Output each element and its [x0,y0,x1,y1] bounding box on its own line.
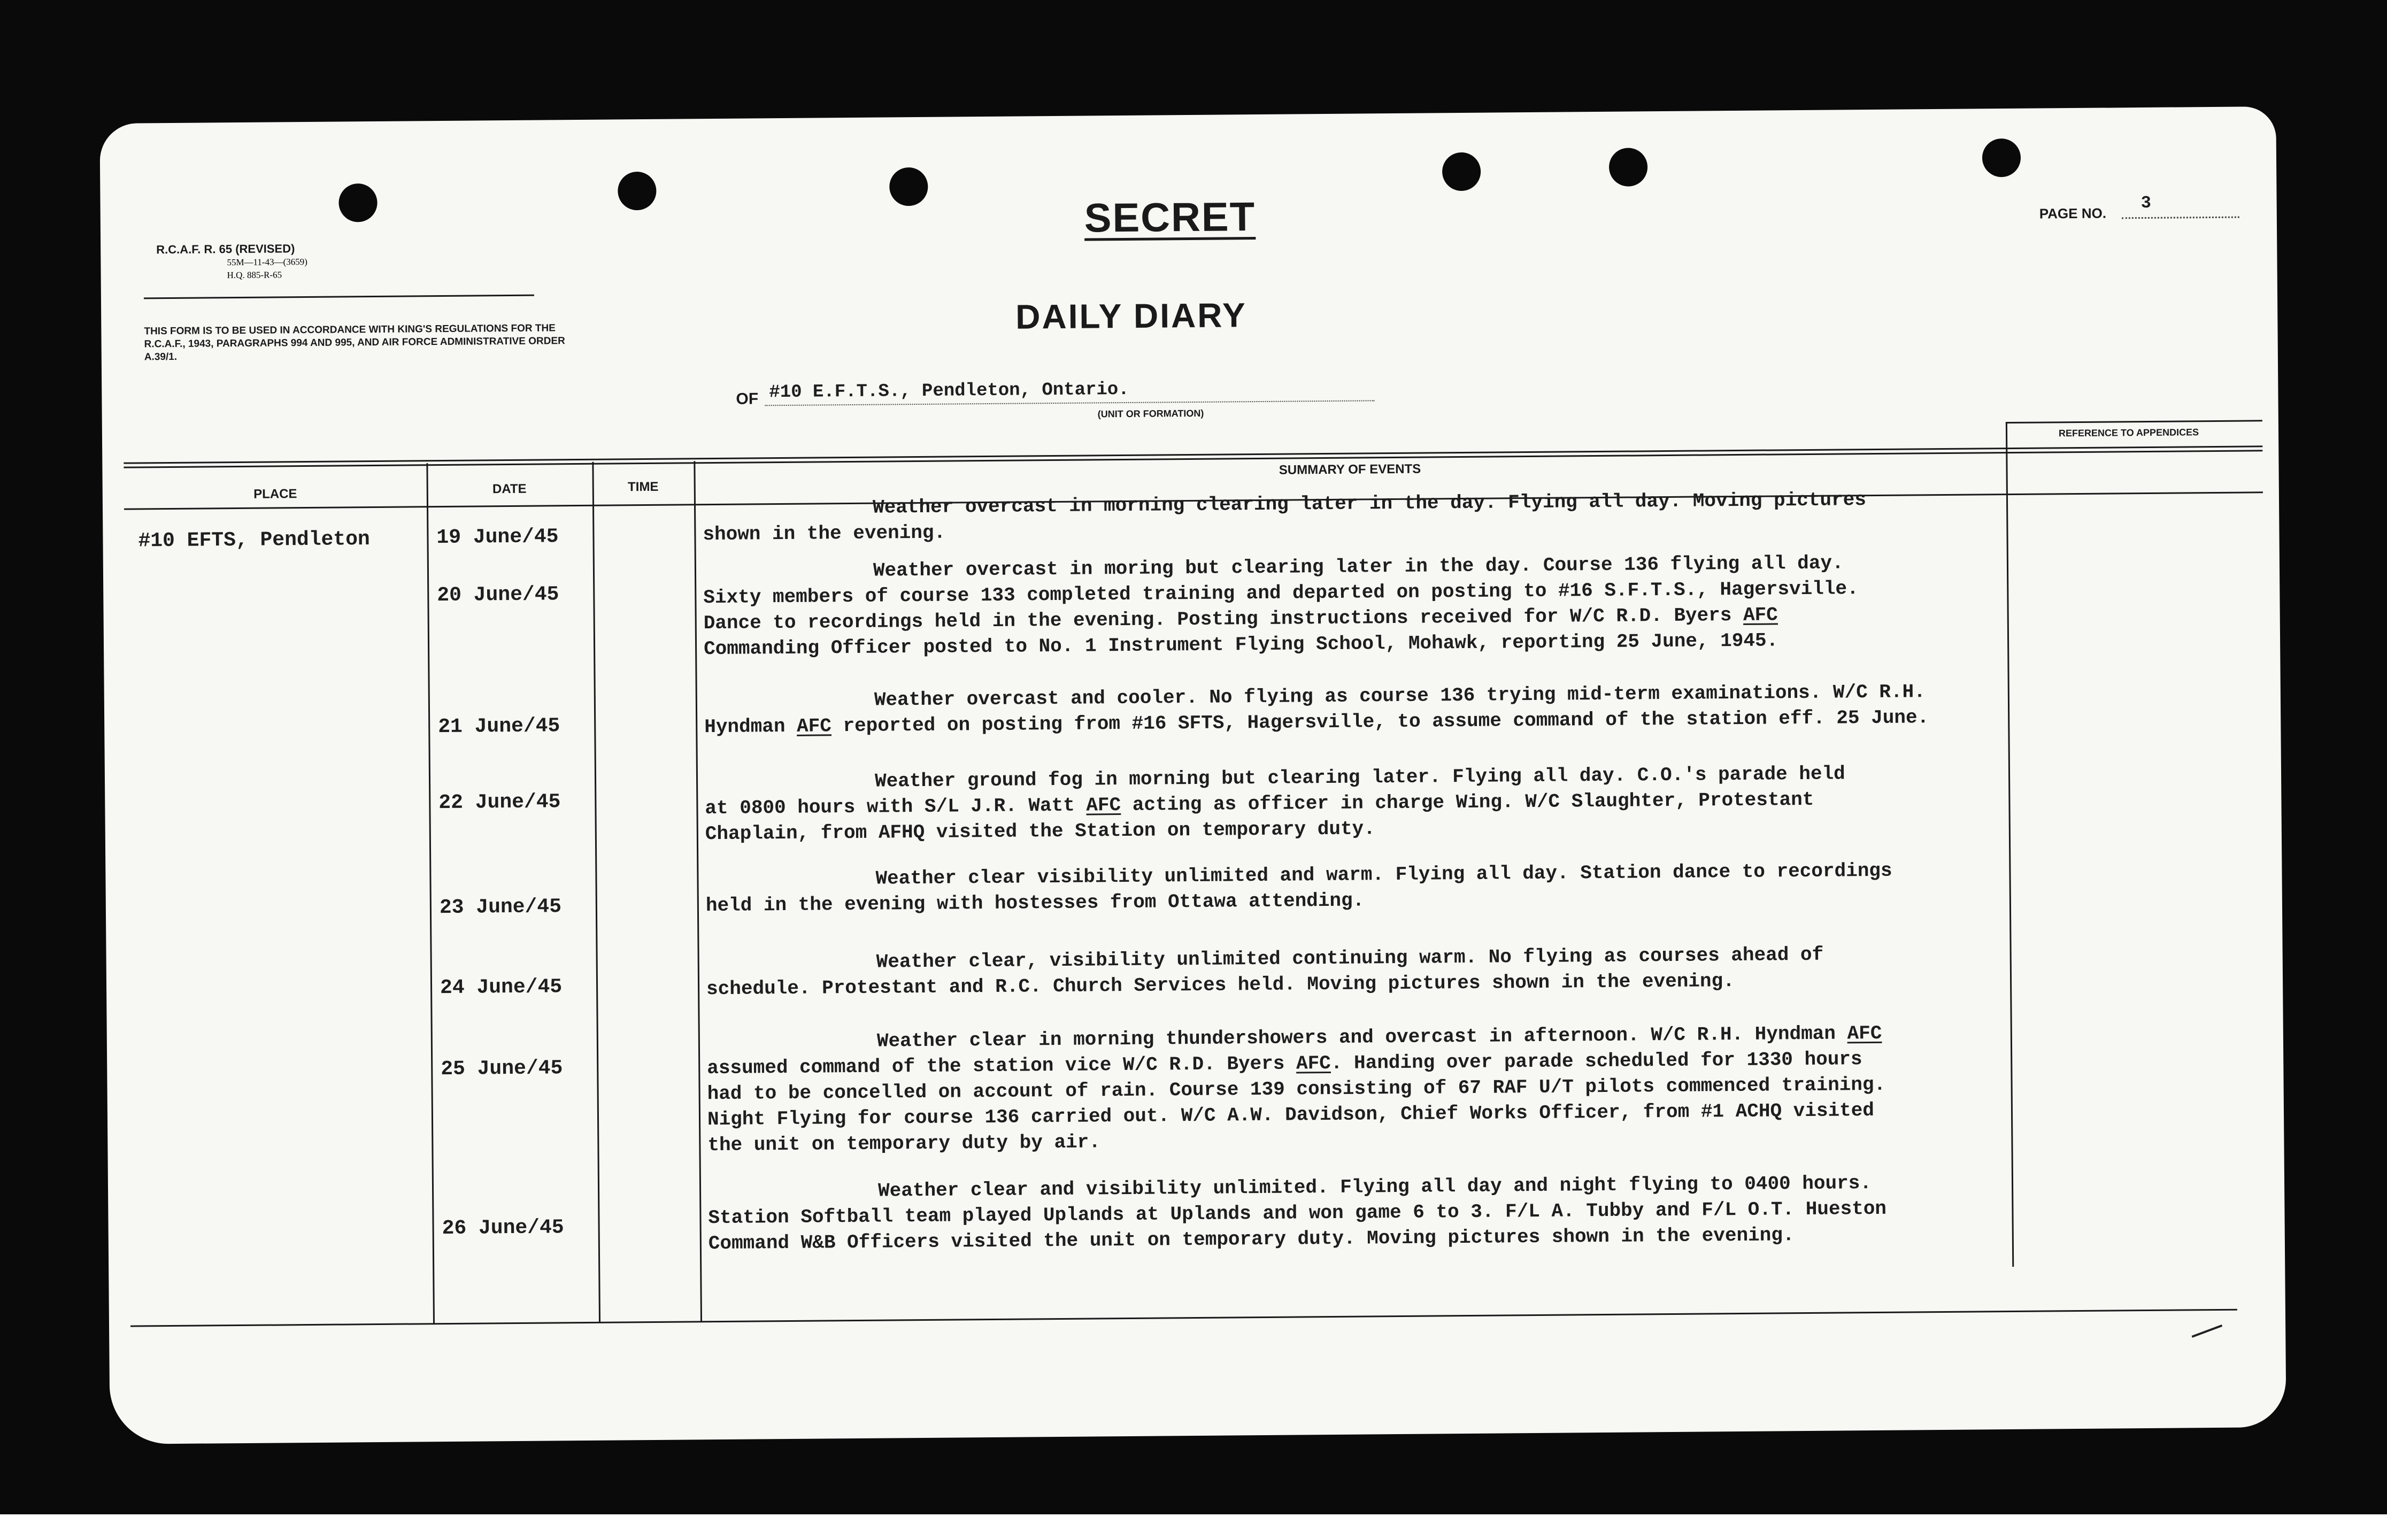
pencil-mark [2192,1325,2230,1358]
column-divider-time [694,461,702,1322]
date-cell: 19 June/45 [436,525,559,550]
afc-underlined-text: AFC [1743,604,1778,626]
date-cell: 21 June/45 [438,714,560,739]
punch-hole [338,183,378,222]
punch-hole [889,167,928,206]
summary-line: Weather clear and visibility unlimited. Flying all day and night flying to 0400 hours. [877,1172,1872,1202]
form-code: R.C.A.F. R. 65 (REVISED) [156,242,295,257]
column-header-summary: SUMMARY OF EVENTS [1279,461,1421,478]
page-number-value: 3 [2140,192,2151,213]
form-code-sub-2: H.Q. 885-R-65 [227,270,282,281]
summary-line: the unit on temporary duty by air. [707,1131,1101,1157]
form-code-rule [144,295,534,299]
summary-line: Station Softball team played Uplands at Uplands and won game 6 to 3. F/L A. Tubby and F/L O.T. Hueston [708,1197,1887,1229]
column-header-place: PLACE [253,487,297,502]
summary-line: Command W&B Officers visited the unit on temporary duty. Moving pictures shown in the evening. [708,1224,1795,1255]
form-code-sub-1: 55M—11-43—(3659) [227,256,307,268]
table-bottom-rule [130,1309,2237,1327]
summary-line: Weather clear visibility unlimited and warm. Flying all day. Station dance to recordings [875,859,1892,890]
summary-line: Weather ground fog in morning but clearing later. Flying all day. C.O.'s parade held [874,763,1845,792]
column-header-reference: REFERENCE TO APPENDICES [2058,427,2199,439]
column-divider-place [426,463,435,1324]
summary-line: Night Flying for course 136 carried out. W/C A.W. Davidson, Chief Works Officer, from #1 ACHQ visited [707,1099,1875,1131]
column-header-time: TIME [627,479,659,495]
punch-hole [1442,152,1481,191]
summary-line: Sixty members of course 133 completed training and departed on posting to #16 S.F.T.S., Hagersville. [703,578,1859,609]
summary-entry [708,1168,2206,1257]
document-title: DAILY DIARY [1015,296,1248,336]
afc-underlined-text: AFC [1296,1052,1331,1075]
summary-line: Weather overcast and cooler. No flying as course 136 trying mid-term examinations. W/C R.H. [874,681,1926,711]
diary-page [99,106,2286,1444]
summary-line: Weather clear in morning thundershowers and overcast in afternoon. W/C R.H. Hyndman AFC [876,1022,1882,1052]
summary-entry [706,939,2204,1002]
summary-entry [703,548,2201,662]
summary-line: Weather clear, visibility unlimited continuing warm. No flying as courses ahead of [876,943,1824,973]
summary-entry [705,856,2203,919]
date-cell: 24 June/45 [440,975,563,1000]
afc-underlined-text: AFC [1086,794,1121,817]
punch-hole [1982,138,2021,178]
form-regulation-note: THIS FORM IS TO BE USED IN ACCORDANCE WITH KING'S REGULATIONS FOR THE R.C.A.F., 1943, PARAGRAPHS 994 AND 995, AND AIR FORCE ADMINISTRATIVE ORDER A.39/1. [144,322,565,363]
summary-line: at 0800 hours with S/L J.R. Watt AFC acting as officer in charge Wing. W/C Slaughter, Protestant [705,788,1814,820]
page-number-label: PAGE NO. [2039,205,2107,222]
column-header-date: DATE [492,481,527,497]
summary-line: schedule. Protestant and R.C. Church Services held. Moving pictures shown in the evening. [706,970,1735,1000]
summary-line: Dance to recordings held in the evening. Posting instructions received for W/C R.D. Byers AFC [703,604,1778,635]
punch-hole [618,172,657,211]
punch-hole [1609,148,1648,187]
date-cell: 23 June/45 [439,895,562,920]
summary-line: Weather overcast in moring but clearing later in the day. Course 136 flying all day. [873,552,1844,582]
summary-entry [703,484,2200,548]
summary-line: Hyndman AFC reported on posting from #16 SFTS, Hagersville, to assume command of the station eff. 25 June. [704,706,1929,738]
summary-entry [707,1018,2205,1158]
place-cell: #10 EFTS, Pendleton [138,528,370,553]
scanner-bottom-strip [0,1514,2387,1540]
unit-caption: (UNIT OR FORMATION) [1097,407,1204,420]
summary-entry [705,758,2203,847]
summary-line: Chaplain, from AFHQ visited the Station on temporary duty. [705,818,1375,845]
date-cell: 25 June/45 [441,1057,563,1081]
summary-line: held in the evening with hostesses from Ottawa attending. [705,889,1365,917]
classification-heading: SECRET [1084,194,1256,241]
afc-underlined-text: AFC [1847,1022,1882,1045]
summary-line: Commanding Officer posted to No. 1 Instrument Flying School, Mohawk, reporting 25 June, 1945. [703,629,1778,660]
unit-of-label: OF [736,390,759,408]
summary-line: shown in the evening. [703,521,946,546]
date-cell: 26 June/45 [442,1216,564,1241]
unit-name: #10 E.F.T.S., Pendleton, Ontario. [769,379,1129,403]
afc-underlined-text: AFC [796,715,832,737]
date-cell: 22 June/45 [438,790,561,815]
appendix-top-rule [2006,420,2262,424]
page-number-line [2122,217,2239,219]
summary-line: had to be concelled on account of rain. Course 139 consisting of 67 RAF U/T pilots commenced training. [707,1073,1886,1105]
column-divider-date [592,462,600,1323]
summary-entry [704,677,2202,740]
summary-line: assumed command of the station vice W/C R.D. Byers AFC. Handing over parade scheduled for 1330 hours [707,1048,1862,1080]
summary-line: Weather overcast in morning clearing later in the day. Flying all day. Moving pictures [872,489,1867,519]
date-cell: 20 June/45 [437,583,559,607]
